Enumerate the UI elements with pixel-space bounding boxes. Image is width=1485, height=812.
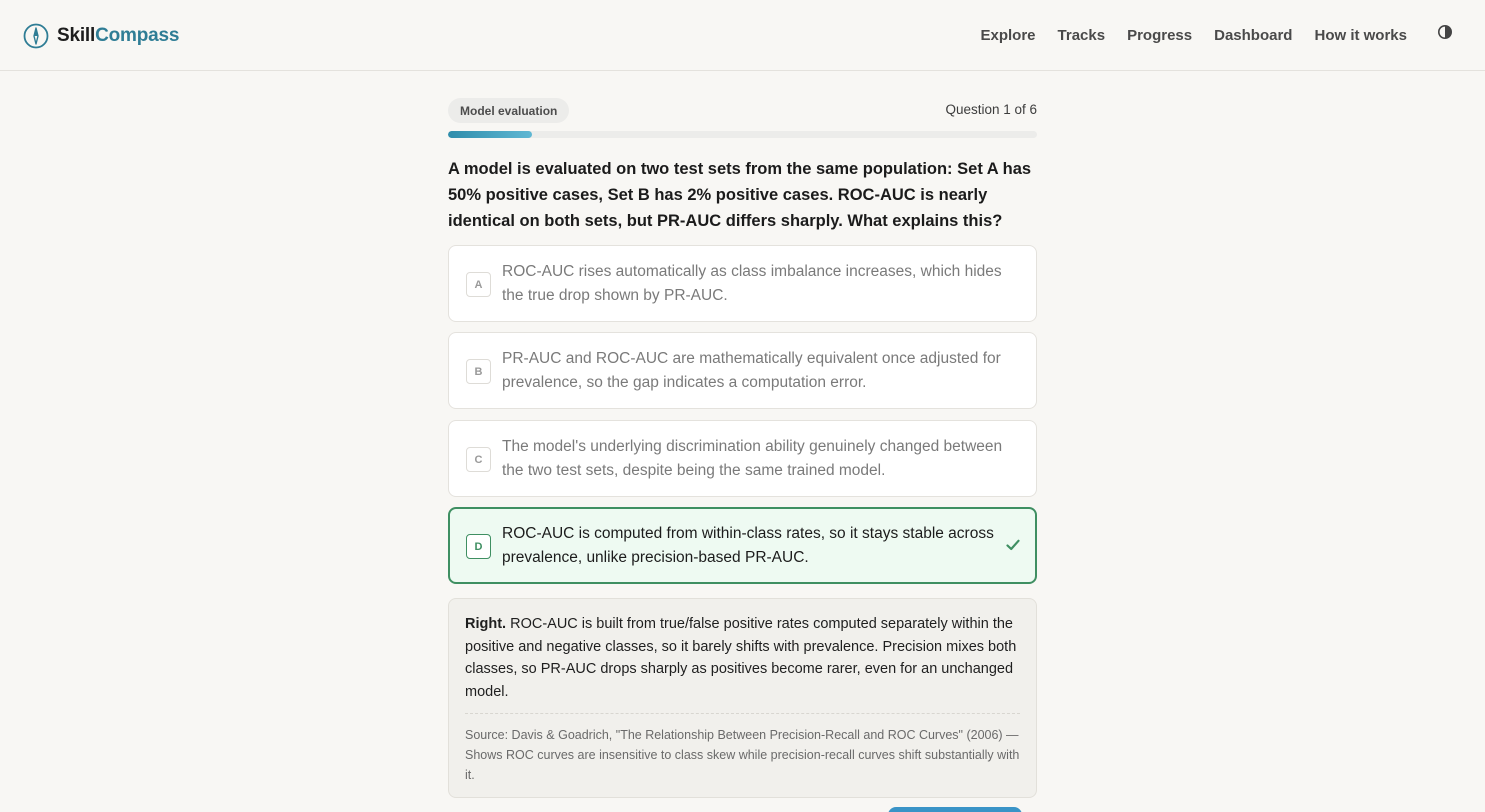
quiz-progress-fill (448, 131, 532, 138)
answer-option-c[interactable] (448, 420, 1037, 497)
checkmark-icon (1005, 537, 1021, 553)
feedback-explanation-text: ROC-AUC is built from true/false positive rates computed separately within the positive and negative classes, so it barely shifts with prevalence. Precision mixes both classes, so PR-AUC drops sharply as positives become rarer, even for an unchanged model. (465, 616, 1017, 700)
feedback-divider (465, 713, 1020, 714)
question-text: A model is evaluated on two test sets from the same population: Set A has 50% positive cases, Set B has 2% positive cases. ROC-AUC is nearly identical on both sets, but PR-AUC differs sharply. What explains this? (448, 160, 1032, 230)
nav-link-how-it-works[interactable]: How it works (1314, 26, 1407, 44)
nav-link-tracks[interactable]: Tracks (1057, 26, 1106, 44)
quiz-meta-row (448, 98, 1037, 123)
contrast-icon[interactable] (1437, 24, 1453, 40)
feedback-explanation (465, 613, 1020, 703)
option-letter-badge: A (466, 272, 491, 297)
option-text: The model's underlying discrimination ability genuinely changed between the two test sets, despite being the same trained model. (502, 438, 1003, 479)
main-nav (981, 24, 1408, 46)
feedback-verdict: Right. (465, 616, 507, 632)
brand-logo-link[interactable] (23, 22, 179, 49)
nav-link-progress[interactable]: Progress (1127, 26, 1193, 44)
nav-link-explore[interactable]: Explore (980, 26, 1036, 44)
next-question-button[interactable] (888, 807, 1022, 812)
compass-icon (23, 23, 49, 49)
option-letter-badge: B (466, 359, 491, 384)
brand-name-part1: Skill (57, 24, 96, 46)
option-text: ROC-AUC rises automatically as class imbalance increases, which hides the true drop shown by PR-AUC. (502, 263, 1002, 304)
topic-tag: Model evaluation (448, 98, 569, 123)
option-letter-badge: D (466, 534, 491, 559)
option-text: PR-AUC and ROC-AUC are mathematically equivalent once adjusted for prevalence, so the gap indicates a computation error. (502, 350, 1001, 391)
brand-name (57, 25, 179, 47)
answer-feedback-panel (448, 598, 1037, 798)
answer-option-b[interactable] (448, 332, 1037, 409)
brand-name-part2: Compass (95, 24, 180, 46)
answer-option-a[interactable] (448, 245, 1037, 322)
quiz-progress-bar (448, 131, 1037, 138)
answer-option-d[interactable] (448, 507, 1037, 584)
quiz-panel (448, 98, 1037, 782)
option-letter-badge: C (466, 447, 491, 472)
top-navigation-bar (0, 0, 1485, 71)
nav-link-dashboard[interactable]: Dashboard (1214, 26, 1293, 44)
feedback-source-citation: Source: Davis & Goadrich, "The Relationship Between Precision-Recall and ROC Curves" (2006) — Shows ROC curves are insensitive to class skew while precision-recall curves shift substantially with it. (465, 728, 1020, 782)
option-text: ROC-AUC is computed from within-class rates, so it stays stable across prevalence, unlike precision-based PR-AUC. (502, 525, 994, 566)
question-counter: Question 1 of 6 (945, 102, 1037, 117)
